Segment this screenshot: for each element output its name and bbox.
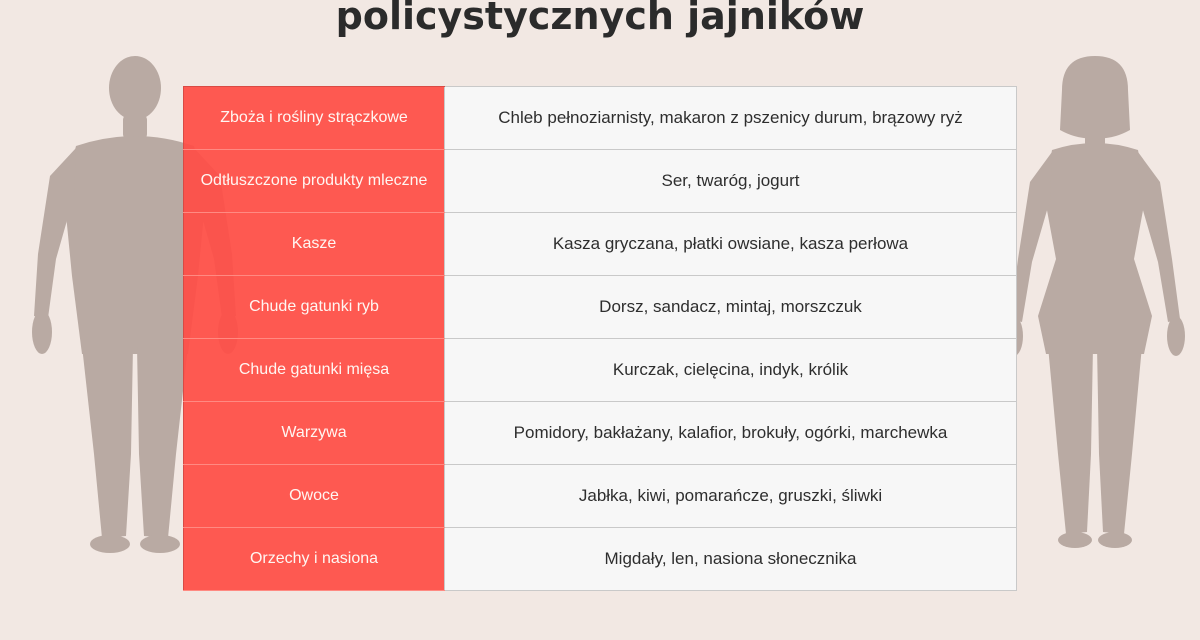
examples-cell: Pomidory, bakłażany, kalafior, brokuły, ogórki, marchewka (445, 402, 1017, 465)
table-row (184, 276, 1017, 339)
table-row (184, 213, 1017, 276)
category-cell: Kasze (184, 213, 445, 276)
table-row (184, 87, 1017, 150)
examples-cell: Jabłka, kiwi, pomarańcze, gruszki, śliwki (445, 465, 1017, 528)
examples-cell: Dorsz, sandacz, mintaj, morszczuk (445, 276, 1017, 339)
category-cell: Zboża i rośliny strączkowe (184, 87, 445, 150)
food-table (183, 86, 1017, 591)
category-cell: Warzywa (184, 402, 445, 465)
examples-cell: Ser, twaróg, jogurt (445, 150, 1017, 213)
category-cell: Chude gatunki ryb (184, 276, 445, 339)
examples-cell: Chleb pełnoziarnisty, makaron z pszenicy durum, brązowy ryż (445, 87, 1017, 150)
table-row (184, 528, 1017, 591)
category-cell: Orzechy i nasiona (184, 528, 445, 591)
page-title: policystycznych jajników (335, 0, 865, 38)
table-row (184, 465, 1017, 528)
category-cell: Chude gatunki mięsa (184, 339, 445, 402)
table-row (184, 402, 1017, 465)
table-row (184, 339, 1017, 402)
female-figure-icon (1000, 54, 1190, 566)
examples-cell: Migdały, len, nasiona słonecznika (445, 528, 1017, 591)
category-cell: Owoce (184, 465, 445, 528)
table-row (184, 150, 1017, 213)
examples-cell: Kurczak, cielęcina, indyk, królik (445, 339, 1017, 402)
category-cell: Odtłuszczone produkty mleczne (184, 150, 445, 213)
examples-cell: Kasza gryczana, płatki owsiane, kasza perłowa (445, 213, 1017, 276)
